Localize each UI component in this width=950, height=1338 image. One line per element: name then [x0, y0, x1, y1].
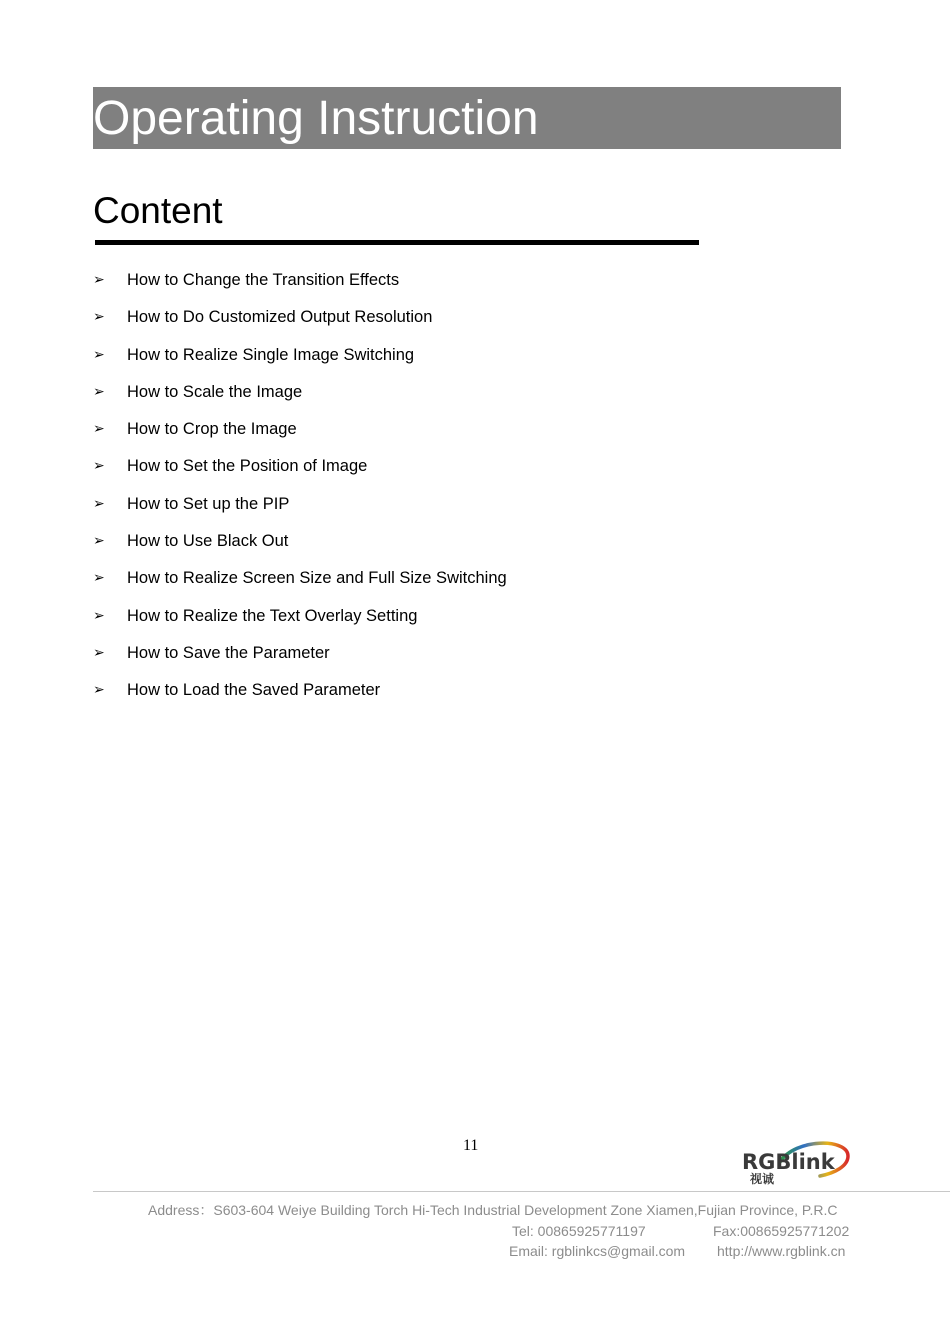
footer-fax: Fax:00865925771202: [713, 1223, 850, 1239]
section-heading: Content: [93, 190, 223, 231]
arrow-bullet-icon: ➢: [93, 533, 105, 550]
logo-brand-text: RGBlink: [742, 1150, 835, 1174]
arrow-bullet-icon: ➢: [93, 644, 105, 661]
list-item: [93, 642, 507, 679]
arrow-bullet-icon: ➢: [93, 570, 105, 587]
footer-website: http://www.rgblink.cn: [717, 1243, 846, 1259]
list-item: [93, 344, 507, 381]
list-item: [93, 381, 507, 418]
arrow-bullet-icon: ➢: [93, 346, 105, 363]
toc-item-label: How to Set up the PIP: [127, 494, 290, 513]
arrow-bullet-icon: ➢: [93, 272, 105, 288]
toc-item-label: How to Crop the Image: [127, 420, 297, 439]
rgblink-logo: [740, 1140, 852, 1186]
list-item: [93, 530, 507, 567]
arrow-bullet-icon: ➢: [93, 421, 105, 438]
toc-item-label: How to Realize Screen Size and Full Size Switching: [127, 569, 507, 588]
toc-item-label: How to Use Black Out: [127, 532, 289, 551]
toc-item-label: How to Realize the Text Overlay Setting: [127, 606, 418, 625]
arrow-bullet-icon: ➢: [93, 495, 105, 512]
list-item: [93, 306, 507, 343]
heading-underline: [95, 240, 699, 245]
list-item: [93, 605, 507, 642]
arrow-bullet-icon: ➢: [93, 458, 105, 475]
footer-email: Email: rgblinkcs@gmail.com: [509, 1243, 686, 1259]
arrow-bullet-icon: ➢: [93, 309, 105, 326]
list-item: [93, 269, 507, 306]
arrow-bullet-icon: ➢: [93, 607, 105, 624]
header-band: [93, 87, 841, 149]
footer-address: Address：S603-604 Weiye Building Torch Hi-Tech Industrial Development Zone Xiamen,Fujian Province, P.R.C: [148, 1202, 838, 1218]
footer-divider: [93, 1191, 950, 1192]
toc-item-label: How to Save the Parameter: [127, 643, 330, 662]
page-number: 11: [463, 1137, 479, 1154]
list-item: [93, 455, 507, 492]
page-title: Operating Instruction: [93, 92, 539, 145]
toc-list: [93, 269, 507, 717]
toc-item-label: How to Do Customized Output Resolution: [127, 308, 433, 327]
list-item: [93, 679, 507, 716]
logo-chinese-text: 视诚: [750, 1172, 775, 1186]
arrow-bullet-icon: ➢: [93, 682, 105, 699]
arrow-bullet-icon: ➢: [93, 383, 105, 400]
list-item: [93, 493, 507, 530]
toc-item-label: How to Set the Position of Image: [127, 457, 368, 476]
toc-item-label: How to Change the Transition Effects: [127, 271, 400, 289]
toc-item-label: How to Realize Single Image Switching: [127, 345, 415, 364]
footer-tel: Tel: 00865925771197: [512, 1223, 646, 1239]
toc-item-label: How to Scale the Image: [127, 382, 303, 401]
toc-item-label: How to Load the Saved Parameter: [127, 681, 381, 700]
list-item: [93, 418, 507, 455]
list-item: [93, 567, 507, 604]
